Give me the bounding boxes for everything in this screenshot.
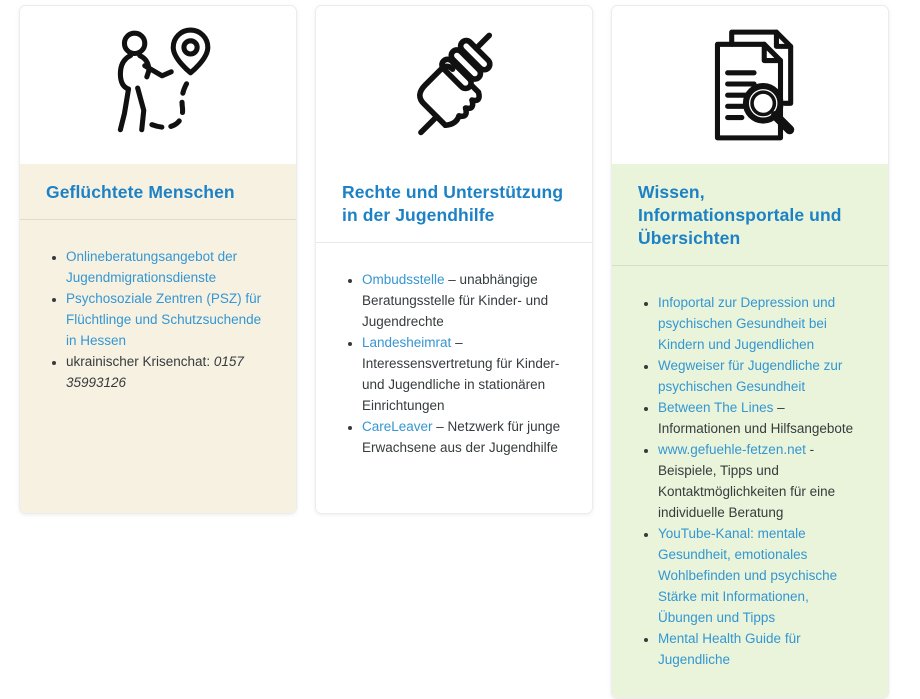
list-item <box>658 628 866 670</box>
resource-link[interactable]: www.gefuehle-fetzen.net <box>658 442 806 457</box>
list-item <box>66 246 274 288</box>
item-text: - Beispiele, Tipps und Kontaktmöglichkeiten für eine individuelle Beratung <box>658 442 836 520</box>
resource-link[interactable]: YouTube-Kanal: mentale Gesundheit, emotionales Wohlbefinden und psychische Stärke mit Informationen, Übungen und Tipps <box>658 526 838 625</box>
resource-link[interactable]: Wegweiser für Jugendliche zur psychischen Gesundheit <box>658 358 843 394</box>
card-body <box>316 164 592 513</box>
category-cards-row <box>19 5 889 699</box>
list-item <box>658 397 866 439</box>
refugee-journey-icon <box>97 24 219 146</box>
category-card-rechte-und-unterstuetzung <box>315 5 593 514</box>
resource-list <box>612 266 888 698</box>
list-item <box>362 332 570 416</box>
card-icon-area <box>316 6 592 164</box>
list-item <box>362 269 570 332</box>
category-card-wissen-informationsportale <box>611 5 889 699</box>
item-text: – Informationen und Hilfsangebote <box>658 400 854 436</box>
category-card-gefluechtete-menschen <box>19 5 297 514</box>
helping-hands-icon <box>393 24 515 146</box>
resource-link[interactable]: CareLeaver <box>362 419 433 434</box>
card-title: Geflüchtete Menschen <box>20 164 296 220</box>
resource-link[interactable]: Ombudsstelle <box>362 272 445 287</box>
resource-link[interactable]: Landesheimrat <box>362 335 452 350</box>
list-item <box>66 288 274 351</box>
list-item <box>658 439 866 523</box>
card-title: Rechte und Unterstützung in der Jugendhilfe <box>316 164 592 243</box>
resource-list <box>20 220 296 421</box>
item-text: – Interessensvertretung für Kinder- und Jugendliche in stationären Einrichtungen <box>362 335 560 413</box>
resource-link[interactable]: Onlineberatungsangebot der Jugendmigrationsdienste <box>66 249 238 285</box>
item-text: ukrainischer Krisenchat: <box>66 354 214 369</box>
list-item <box>658 292 866 355</box>
list-item <box>66 351 274 393</box>
list-item <box>658 355 866 397</box>
item-text: 0157 35993126 <box>66 354 244 390</box>
resource-list <box>316 243 592 486</box>
resource-link[interactable]: Mental Health Guide für Jugendliche <box>658 631 801 667</box>
resource-link[interactable]: Psychosoziale Zentren (PSZ) für Flüchtlinge und Schutzsuchende in Hessen <box>66 291 262 348</box>
document-search-icon <box>689 24 811 146</box>
resource-link[interactable]: Between The Lines <box>658 400 774 415</box>
list-item <box>362 416 570 458</box>
resource-link[interactable]: Infoportal zur Depression und psychischen Gesundheit bei Kindern und Jugendlichen <box>658 295 836 352</box>
card-icon-area <box>612 6 888 164</box>
item-text: – unabhängige Beratungsstelle für Kinder- und Jugendrechte <box>362 272 549 329</box>
card-body <box>20 164 296 513</box>
card-title: Wissen, Informationsportale und Übersichten <box>612 164 888 266</box>
item-text: – Netzwerk für junge Erwachsene aus der Jugendhilfe <box>362 419 561 455</box>
card-icon-area <box>20 6 296 164</box>
card-body <box>612 164 888 698</box>
list-item <box>658 523 866 628</box>
